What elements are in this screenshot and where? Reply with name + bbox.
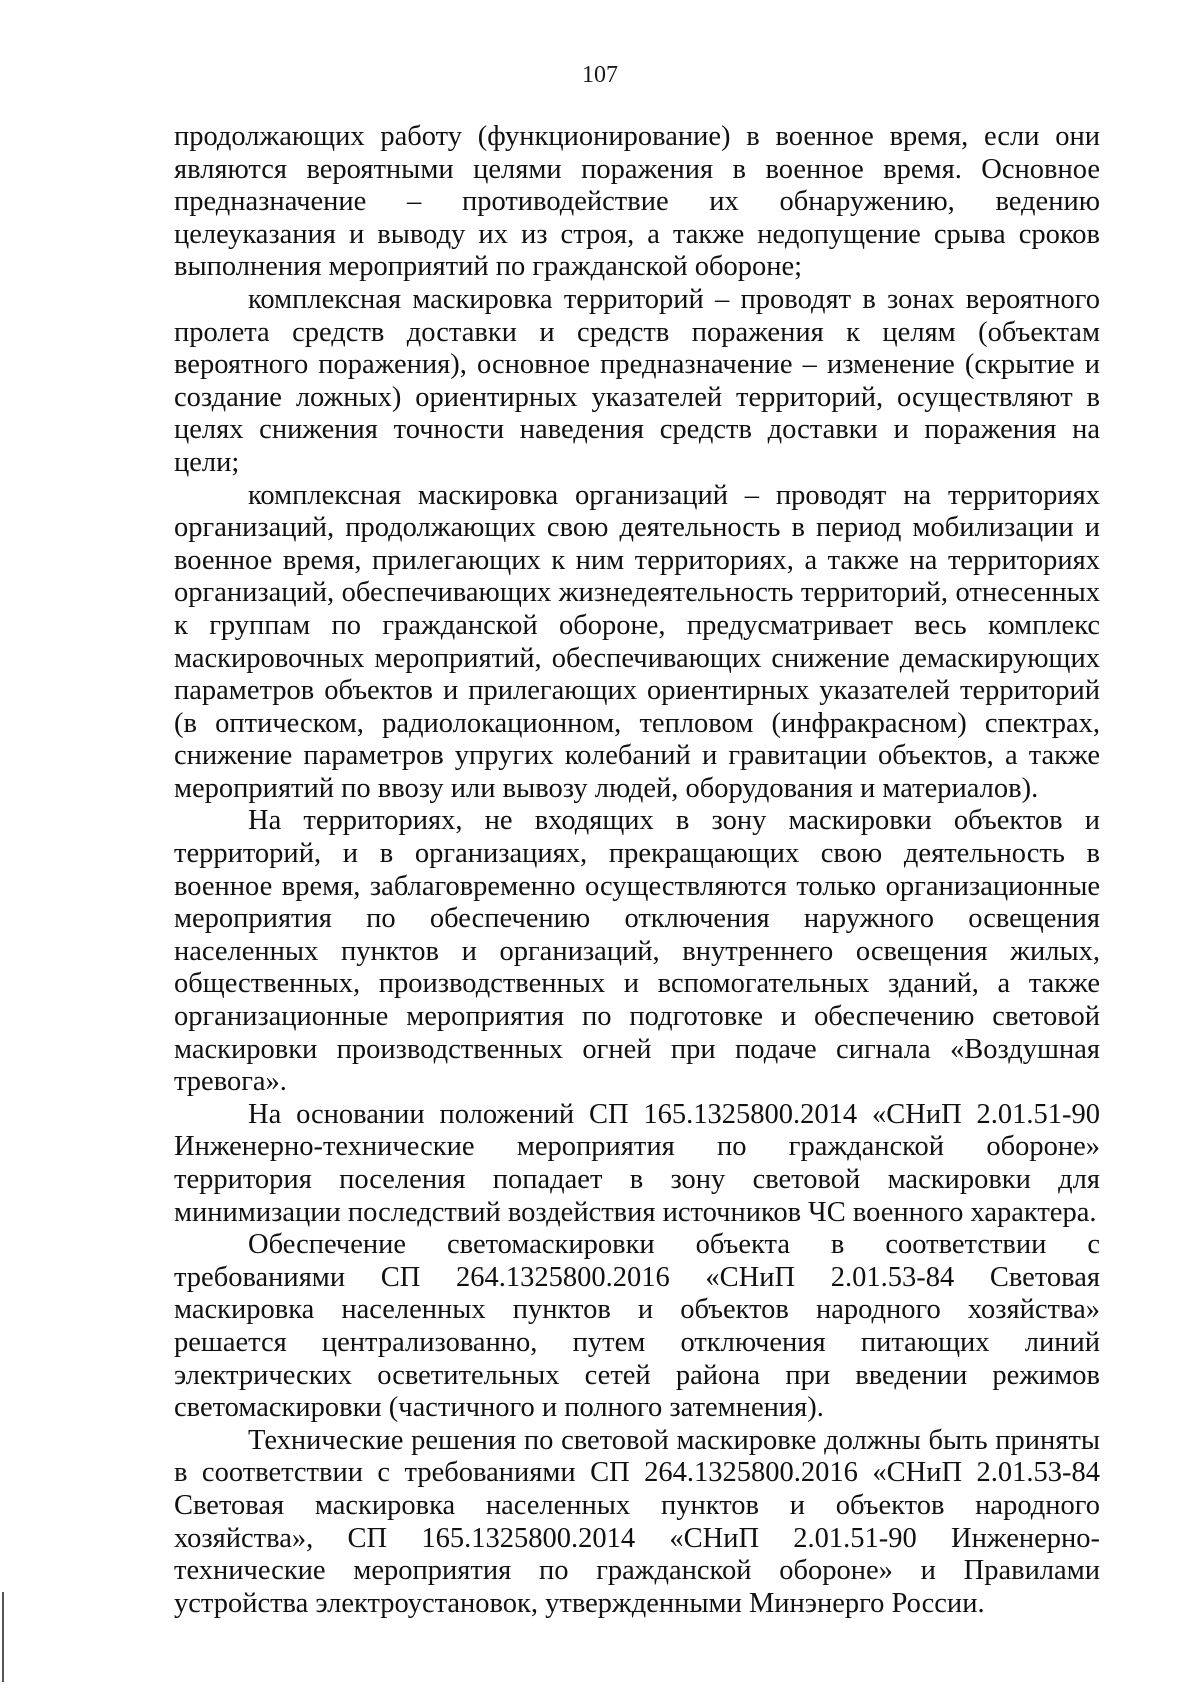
document-body	[174, 121, 1100, 1620]
paragraph-light-camouflage-zone: На основании положений СП 165.1325800.2014 «СНиП 2.01.51-90 Инженерно-технические мероприятия по гражданской обороне» территория поселения попадает в зону световой маскировки для минимизации последствий воздействия источников ЧС военного характера.	[174, 1098, 1100, 1228]
paragraph-continuation: продолжающих работу (функционирование) в военное время, если они являются вероятными целями поражения в военное время. Основное предназначение – противодействие их обнаружению, ведению целеуказания и выводу их из строя, а также недопущение срыва сроков выполнения мероприятий по гражданской обороне;	[174, 121, 1100, 283]
paragraph-organization-camouflage: комплексная маскировка организаций – проводят на территориях организаций, продолжающих свою деятельность в период мобилизации и военное время, прилегающих к ним территориях, а также на территориях организаций, обеспечивающих жизнедеятельность территорий, отнесенных к группам по гражданской обороне, предусматривает весь комплекс маскировочных мероприятий, обеспечивающих снижение демаскирующих параметров объектов и прилегающих ориентирных указателей территорий (в оптическом, радиолокационном, тепловом (инфракрасном) спектрах, снижение параметров упругих колебаний и гравитации объектов, а также мероприятий по ввозу или вывозу людей, оборудования и материалов).	[174, 479, 1100, 804]
scan-edge-mark	[2, 1592, 4, 1682]
paragraph-territory-camouflage: комплексная маскировка территорий – проводят в зонах вероятного пролета средств доставки и средств поражения к целям (объектам вероятного поражения), основное предназначение – изменение (скрытие и создание ложных) ориентирных указателей территорий, осуществляют в целях снижения точности наведения средств доставки и поражения на цели;	[174, 283, 1100, 478]
paragraph-technical-solutions: Технические решения по световой маскировке должны быть приняты в соответствии с требованиями СП 264.1325800.2016 «СНиП 2.01.53-84 Световая маскировка населенных пунктов и объектов народного хозяйства», СП 165.1325800.2014 «СНиП 2.01.51-90 Инженерно-технические мероприятия по гражданской обороне» и Правилами устройства электроустановок, утвержденными Минэнерго России.	[174, 1424, 1100, 1619]
page-number: 107	[582, 62, 618, 88]
paragraph-light-camouflage-provision: Обеспечение светомаскировки объекта в соответствии с требованиями СП 264.1325800.2016 «СНиП 2.01.53-84 Световая маскировка населенных пунктов и объектов народного хозяйства» решается централизованно, путем отключения питающих линий электрических осветительных сетей района при введении режимов светомаскировки (частичного и полного затемнения).	[174, 1229, 1100, 1424]
paragraph-non-camouflage-zones: На территориях, не входящих в зону маскировки объектов и территорий, и в организациях, прекращающих свою деятельность в военное время, заблаговременно осуществляются только организационные мероприятия по обеспечению отключения наружного освещения населенных пунктов и организаций, внутреннего освещения жилых, общественных, производственных и вспомогательных зданий, а также организационные мероприятия по подготовке и обеспечению световой маскировки производственных огней при подаче сигнала «Воздушная тревога».	[174, 805, 1100, 1098]
